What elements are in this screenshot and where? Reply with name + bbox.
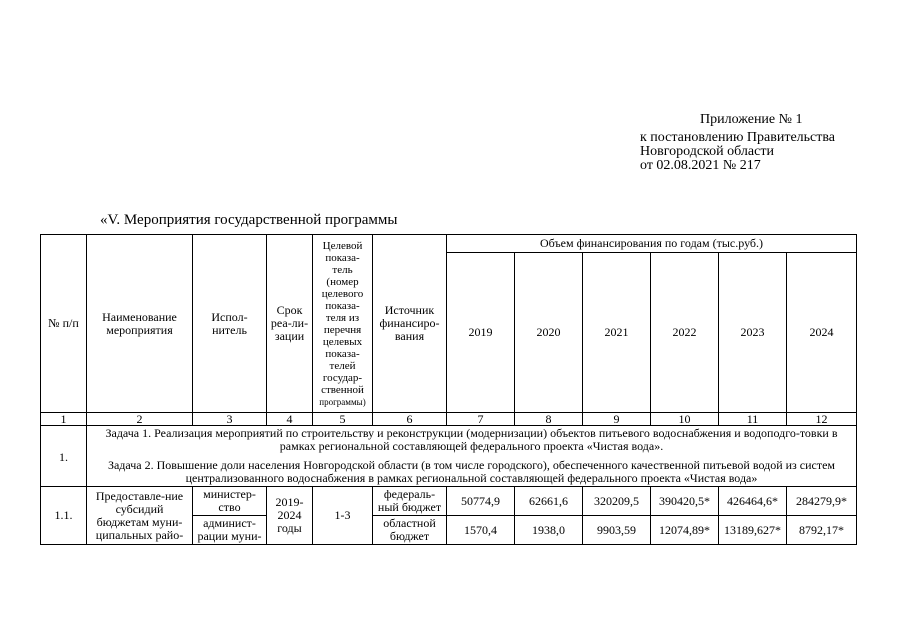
header-num: № п/п <box>41 235 87 413</box>
funding-source: федераль-ный бюджет <box>373 487 447 516</box>
column-number: 10 <box>651 413 719 426</box>
funding-value: 12074,89* <box>651 516 719 545</box>
funding-source: областной бюджет <box>373 516 447 545</box>
column-number: 7 <box>447 413 515 426</box>
term: 2019-2024 годы <box>267 487 313 545</box>
funding-value: 1938,0 <box>515 516 583 545</box>
column-number: 6 <box>373 413 447 426</box>
header-funding-group: Объем финансирования по годам (тыс.руб.) <box>447 235 857 253</box>
executor-2: админист-рации муни- <box>193 516 267 545</box>
header-year: 2020 <box>515 253 583 413</box>
column-number: 5 <box>313 413 373 426</box>
header-year: 2022 <box>651 253 719 413</box>
measures-table <box>40 234 857 545</box>
task-row-num: 1. <box>41 426 87 487</box>
annex-header <box>640 113 835 173</box>
annex-title: Приложение № 1 <box>700 112 803 127</box>
task-1-text: Задача 1. Реализация мероприятий по строительству и реконструкции (модернизации) объектов питьевого водоснабжения и водоподго-товки в рамках региональной составляющей федерального проекта «Чистая вода». <box>105 426 838 453</box>
header-indicator <box>313 235 373 413</box>
column-number: 11 <box>719 413 787 426</box>
header-year: 2019 <box>447 253 515 413</box>
task-2-text: Задача 2. Повышение доли населения Новгородской области (в том числе городского), обеспеченного качественной питьевой водой из систем централизованного водоснабжения в рамках региональной составляющей федерального проекта «Чистая вода» <box>107 458 836 485</box>
header-executor: Испол-нитель <box>193 235 267 413</box>
header-term: Срок реа-ли-зации <box>267 235 313 413</box>
column-number: 9 <box>583 413 651 426</box>
task-row <box>41 426 857 487</box>
funding-value: 426464,6* <box>719 487 787 516</box>
funding-value: 8792,17* <box>787 516 857 545</box>
funding-value: 62661,6 <box>515 487 583 516</box>
header-year: 2024 <box>787 253 857 413</box>
task-text-cell <box>87 426 857 487</box>
indicator-ref: 1-3 <box>313 487 373 545</box>
column-number: 12 <box>787 413 857 426</box>
header-indicator-tail: программы) <box>319 396 366 407</box>
header-indicator-text: Целевой показа-тель (номер целевого показа-теля из перечня целевых показа-телей государ-ственной <box>321 239 364 396</box>
column-number: 8 <box>515 413 583 426</box>
funding-value: 50774,9 <box>447 487 515 516</box>
funding-value: 13189,627* <box>719 516 787 545</box>
row-num: 1.1. <box>41 487 87 545</box>
funding-value: 1570,4 <box>447 516 515 545</box>
section-title: «V. Мероприятия государственной программы <box>100 212 398 228</box>
column-numbers-row <box>41 413 857 426</box>
column-number: 1 <box>41 413 87 426</box>
header-year: 2023 <box>719 253 787 413</box>
column-number: 2 <box>87 413 193 426</box>
annex-line: к постановлению Правительства <box>640 130 836 145</box>
column-number: 3 <box>193 413 267 426</box>
funding-value: 320209,5 <box>583 487 651 516</box>
annex-line: Новгородской области <box>640 144 774 159</box>
executor-1: министер-ство <box>193 487 267 516</box>
header-name: Наименование мероприятия <box>87 235 193 413</box>
funding-value: 390420,5* <box>651 487 719 516</box>
funding-value: 9903,59 <box>583 516 651 545</box>
header-year: 2021 <box>583 253 651 413</box>
column-number: 4 <box>267 413 313 426</box>
measure-name: Предоставле-ние субсидий бюджетам муни-ципальных райо- <box>87 487 193 545</box>
funding-value: 284279,9* <box>787 487 857 516</box>
table-row <box>41 487 857 516</box>
header-source: Источник финансиро-вания <box>373 235 447 413</box>
annex-date: от 02.08.2021 № 217 <box>640 158 761 173</box>
